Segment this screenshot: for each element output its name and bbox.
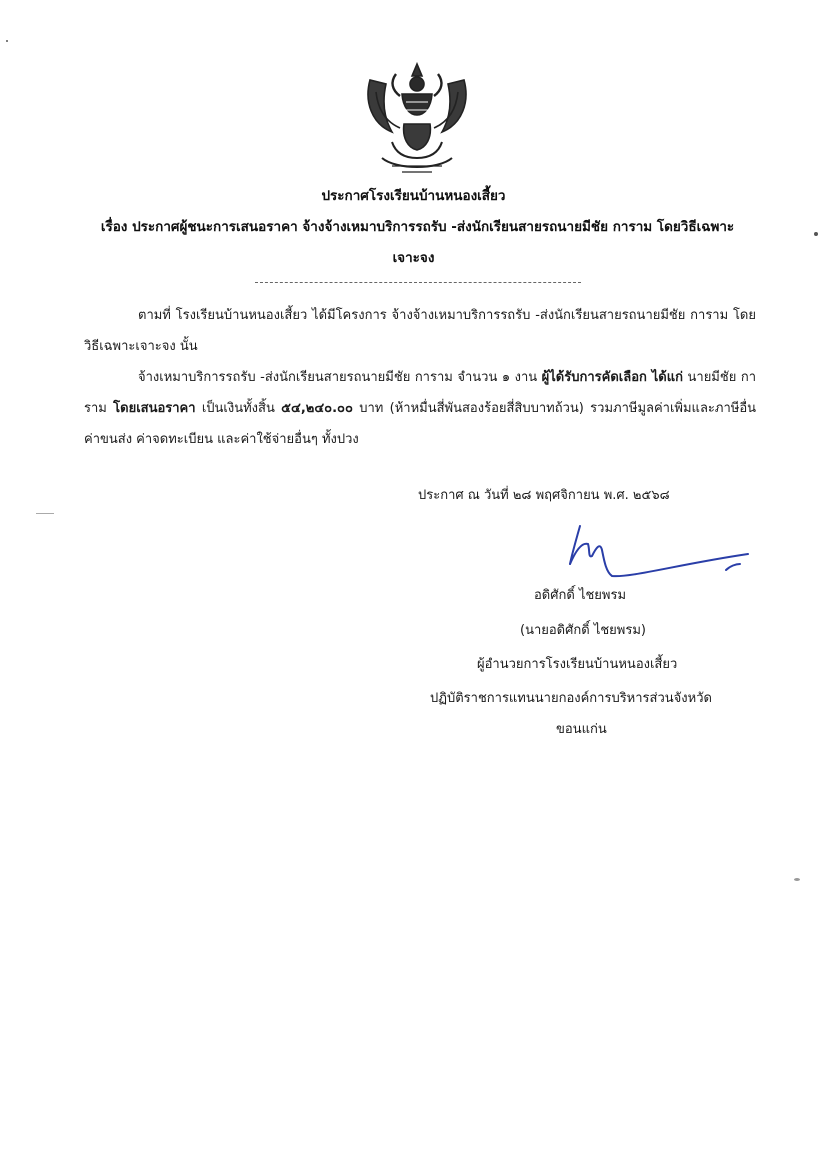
signer-position-2: ปฏิบัติราชการแทนนายกองค์การบริหารส่วนจังหวัด xyxy=(430,691,712,706)
signer-position-1: ผู้อำนวยการโรงเรียนบ้านหนองเสี้ยว xyxy=(477,657,678,672)
signer-position-3: ขอนแก่น xyxy=(556,722,607,737)
signer-full-name: (นายอดิศักดิ์ ไชยพรม) xyxy=(520,623,646,638)
scan-speck xyxy=(36,513,54,514)
subject-line-2: เจาะจง xyxy=(392,250,435,266)
scan-speck xyxy=(794,878,800,881)
organization-title: ประกาศโรงเรียนบ้านหนองเสี้ยว xyxy=(321,188,506,204)
paragraph-2 xyxy=(84,362,756,455)
p2-offer-label: โดยเสนอราคา xyxy=(113,401,196,416)
scan-speck xyxy=(6,40,8,42)
garuda-emblem-icon xyxy=(362,62,472,178)
paragraph-1: ตามที่ โรงเรียนบ้านหนองเสี้ยว ได้มีโครงการ จ้างจ้างเหมาบริการรถรับ -ส่งนักเรียนสายรถนายมีชัย การาม โดยวิธีเฉพาะเจาะจง นั้น xyxy=(84,308,756,354)
signer-name: อดิศักดิ์ ไชยพรม xyxy=(534,588,627,603)
p2-text-e: เป็นเงินทั้งสิ้น xyxy=(195,401,282,416)
p2-selected-label: ผู้ได้รับการคัดเลือก ได้แก่ xyxy=(541,370,683,385)
p2-text-c: นายมีชัย การาม xyxy=(84,370,756,416)
subject-line-1: เรื่อง ประกาศผู้ชนะการเสนอราคา จ้างจ้างเหมาบริการรถรับ -ส่งนักเรียนสายรถนายมีชัย การาม โดยวิธีเฉพาะ xyxy=(100,219,735,235)
handwritten-signature xyxy=(540,520,760,590)
p2-text-a: จ้างเหมาบริการรถรับ -ส่งนักเรียนสายรถนายมีชัย การาม จำนวน ๑ งาน xyxy=(138,370,542,385)
divider-line xyxy=(255,282,581,283)
p2-text-g: บาท (ห้าหมื่นสี่พันสองร้อยสี่สิบบาทถ้วน) รวมภาษีมูลค่าเพิ่มและภาษีอื่น ค่าขนส่ง ค่าจดทะเบียน และค่าใช้จ่ายอื่นๆ ทั้งปวง xyxy=(84,401,757,447)
p2-amount: ๕๔,๒๔๐.๐๐ xyxy=(281,401,353,416)
announcement-date: ประกาศ ณ วันที่ ๒๘ พฤศจิกายน พ.ศ. ๒๕๖๘ xyxy=(418,488,670,503)
scan-speck xyxy=(814,232,818,236)
